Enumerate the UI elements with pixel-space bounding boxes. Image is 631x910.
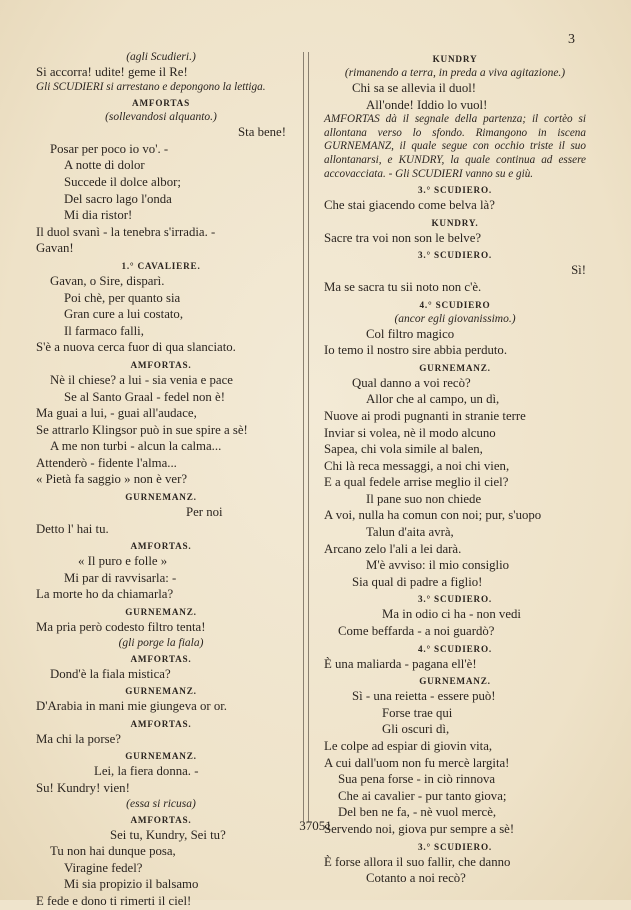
verse-line: Ma pria però codesto filtro tenta! bbox=[36, 620, 206, 635]
verse-line: Detto l' hai tu. bbox=[36, 521, 109, 536]
verse-line: Sacre tra voi non son le belve? bbox=[324, 230, 482, 245]
footer-code: 37051 bbox=[299, 818, 332, 833]
verse-line: Chi là reca messaggi, a noi chi vien, bbox=[324, 458, 510, 473]
speaker-name: 4.° SCUDIERO. bbox=[417, 643, 493, 654]
verse-line: Servendo noi, giova pur sempre a sè! bbox=[324, 821, 515, 836]
verse-line: Per noi bbox=[186, 505, 223, 520]
verse-line: M'è avviso: il mio consiglio bbox=[366, 558, 510, 573]
verse-line: Attenderò - fidente l'alma... bbox=[36, 455, 177, 470]
verse-line: La morte ho da chiamarla? bbox=[36, 587, 174, 602]
verse-line: Arcano zelo l'ali a lei darà. bbox=[324, 541, 462, 556]
verse-line: Sei tu, Kundry, Sei tu? bbox=[110, 827, 226, 842]
verse-line: Sì! bbox=[571, 263, 586, 278]
verse-line: Mi dia ristor! bbox=[64, 208, 133, 223]
speaker-name: 1.° CAVALIERE. bbox=[121, 260, 201, 271]
verse-line: Chi sa se allevia il duol! bbox=[352, 81, 477, 95]
verse-line: Il farmaco falli, bbox=[64, 323, 144, 338]
verse-line: E fede e dono ti rimerti il ciel! bbox=[36, 893, 192, 908]
verse-line: Gli oscuri dì, bbox=[382, 722, 450, 737]
verse-line: È una maliarda - pagana ell'è! bbox=[324, 656, 477, 671]
verse-line: Mi sia propizio il balsamo bbox=[64, 877, 199, 892]
verse-line: Mi par di ravvisarla: - bbox=[64, 570, 177, 585]
speaker-name: KUNDRY. bbox=[431, 217, 479, 228]
verse-line: Se attrarlo Klingsor può in sue spire a sè! bbox=[36, 422, 248, 437]
speaker-name: 3.° SCUDIERO. bbox=[417, 185, 493, 196]
verse-line: Lei, la fiera donna. - bbox=[94, 764, 199, 779]
speaker-name: 3.° SCUDIERO. bbox=[417, 594, 493, 605]
speaker-name: GURNEMANZ. bbox=[419, 676, 491, 687]
stage-direction: (sollevandosi alquanto.) bbox=[105, 111, 217, 124]
verse-line: Dond'è la fiala mistica? bbox=[50, 666, 171, 681]
verse-line: Del sacro lago l'onda bbox=[64, 191, 172, 206]
speaker-name: AMFORTAS. bbox=[130, 359, 192, 370]
verse-line: Inviar si volea, nè il modo alcuno bbox=[324, 425, 496, 440]
verse-line: Su! Kundry! vien! bbox=[36, 781, 130, 795]
verse-line: Il pane suo non chiede bbox=[366, 491, 482, 506]
verse-line: Il duol svanì - la tenebra s'irradia. - bbox=[36, 224, 216, 239]
verse-line: Ma guai a lui, - guai all'audace, bbox=[36, 406, 197, 421]
verse-line: A me non turbi - alcun la calma... bbox=[50, 439, 222, 454]
verse-line: Gran cure a lui costato, bbox=[64, 307, 184, 322]
verse-line: Allor che al campo, un dì, bbox=[366, 392, 500, 407]
page-number: 3 bbox=[568, 32, 575, 47]
speaker-name: AMFORTAS. bbox=[130, 653, 192, 664]
verse-line: Le colpe ad espiar di giovin vita, bbox=[324, 739, 493, 753]
verse-line: Sia qual di padre a figlio! bbox=[352, 574, 483, 589]
verse-line: A voi, nulla ha comun con noi; pur, s'uopo bbox=[324, 508, 542, 523]
verse-line: Cotanto a noi recò? bbox=[366, 871, 466, 886]
speaker-name: AMFORTAS. bbox=[130, 718, 192, 729]
stage-direction-paragraph: AMFORTAS dà il segnale della partenza; il cortèo si allontana verso lo sfondo. Rimangono in iscena GURNEMANZ, il quale segue con occhio triste il suo allontanarsi, e KUNDRY, la quale continua ad essere accovacciata. - Gli SCUDIERI vanno su e giù. bbox=[324, 113, 586, 180]
verse-line: All'onde! Iddio lo vuol! bbox=[366, 97, 488, 112]
speaker-name: KUNDRY bbox=[432, 54, 478, 64]
speaker-name: 3.° SCUDIERO. bbox=[417, 841, 493, 852]
verse-line: Tu non hai dunque posa, bbox=[50, 844, 176, 859]
left-column bbox=[36, 50, 286, 910]
verse-line: Posar per poco io vo'. - bbox=[50, 141, 169, 156]
stage-direction: (ancor egli giovanissimo.) bbox=[394, 312, 516, 325]
speaker-name: GURNEMANZ. bbox=[125, 686, 197, 697]
verse-line: Se al Santo Graal - fedel non è! bbox=[64, 389, 225, 404]
verse-line: Sua pena forse - in ciò rinnova bbox=[338, 772, 496, 787]
verse-line: D'Arabia in mani mie giungeva or or. bbox=[36, 699, 228, 714]
verse-line: Come beffarda - a noi guardò? bbox=[338, 624, 495, 639]
verse-line: Gavan! bbox=[36, 241, 74, 256]
verse-line: Nè il chiese? a lui - sia venia e pace bbox=[50, 372, 233, 387]
speaker-name: AMFORTAS. bbox=[130, 541, 192, 552]
verse-line: « Il puro e folle » bbox=[78, 554, 168, 569]
verse-line: Poi chè, per quanto sia bbox=[64, 290, 181, 305]
verse-line: Sì - una reietta - essere può! bbox=[352, 689, 496, 704]
speaker-name: AMFORTAS bbox=[132, 98, 190, 109]
verse-line: Sapea, chi vola simile al balen, bbox=[324, 442, 483, 457]
verse-line: Che ai cavalier - pur tanto giova; bbox=[338, 788, 507, 803]
verse-line: Sta bene! bbox=[238, 125, 286, 140]
verse-line: Si accorra! udite! geme il Re! bbox=[36, 65, 188, 79]
stage-direction: (essa si ricusa) bbox=[126, 797, 196, 810]
speaker-name: AMFORTAS. bbox=[130, 814, 192, 825]
verse-line: Ma in odio ci ha - non vedi bbox=[382, 607, 521, 622]
verse-line: E a qual fedele arrise meglio il ciel? bbox=[324, 475, 509, 490]
verse-line: Col filtro magico bbox=[366, 326, 455, 341]
stage-direction: (gli porge la fiala) bbox=[118, 636, 204, 649]
verse-line: Ma se sacra tu sii noto non c'è. bbox=[324, 279, 482, 294]
verse-line: Gavan, o Sire, disparì. bbox=[50, 273, 165, 288]
verse-line: Nuove ai prodi pugnanti in stranie terre bbox=[324, 408, 526, 423]
verse-line: Qual danno a voi recò? bbox=[352, 375, 471, 390]
verse-line: Che stai giacendo come belva là? bbox=[324, 198, 495, 213]
verse-line: Io temo il nostro sire abbia perduto. bbox=[324, 343, 508, 358]
stage-direction: (rimanendo a terra, in preda a viva agitazione.) bbox=[344, 67, 566, 79]
verse-line: A cui dall'uom non fu mercè largita! bbox=[324, 755, 510, 770]
speaker-name: 3.° SCUDIERO. bbox=[417, 250, 493, 261]
verse-line: S'è a nuova cerca fuor di qua slanciato. bbox=[36, 340, 236, 355]
verse-line: Del ben ne fa, - nè vuol mercè, bbox=[338, 805, 497, 820]
verse-line: Ma chi la porse? bbox=[36, 731, 121, 746]
stage-direction: (agli Scudieri.) bbox=[126, 51, 196, 63]
verse-line: Forse trae qui bbox=[382, 705, 453, 720]
verse-line: « Pietà fa saggio » non è ver? bbox=[36, 472, 188, 487]
column-divider bbox=[303, 52, 309, 822]
speaker-name: GURNEMANZ. bbox=[125, 607, 197, 618]
speaker-name: GURNEMANZ. bbox=[125, 492, 197, 503]
verse-line: Viragine fedel? bbox=[64, 860, 143, 875]
verse-line: Talun d'aita avrà, bbox=[366, 525, 454, 540]
verse-line: A notte di dolor bbox=[64, 158, 145, 173]
verse-line: Succede il dolce albor; bbox=[64, 174, 181, 189]
verse-line: È forse allora il suo fallir, che danno bbox=[324, 854, 511, 869]
speaker-name: GURNEMANZ. bbox=[125, 751, 197, 762]
speaker-name: 4.° SCUDIERO bbox=[419, 299, 491, 310]
speaker-name: GURNEMANZ. bbox=[419, 362, 491, 373]
right-column bbox=[324, 50, 586, 887]
stage-direction-paragraph: Gli SCUDIERI si arrestano e depongono la lettiga. bbox=[36, 80, 266, 93]
